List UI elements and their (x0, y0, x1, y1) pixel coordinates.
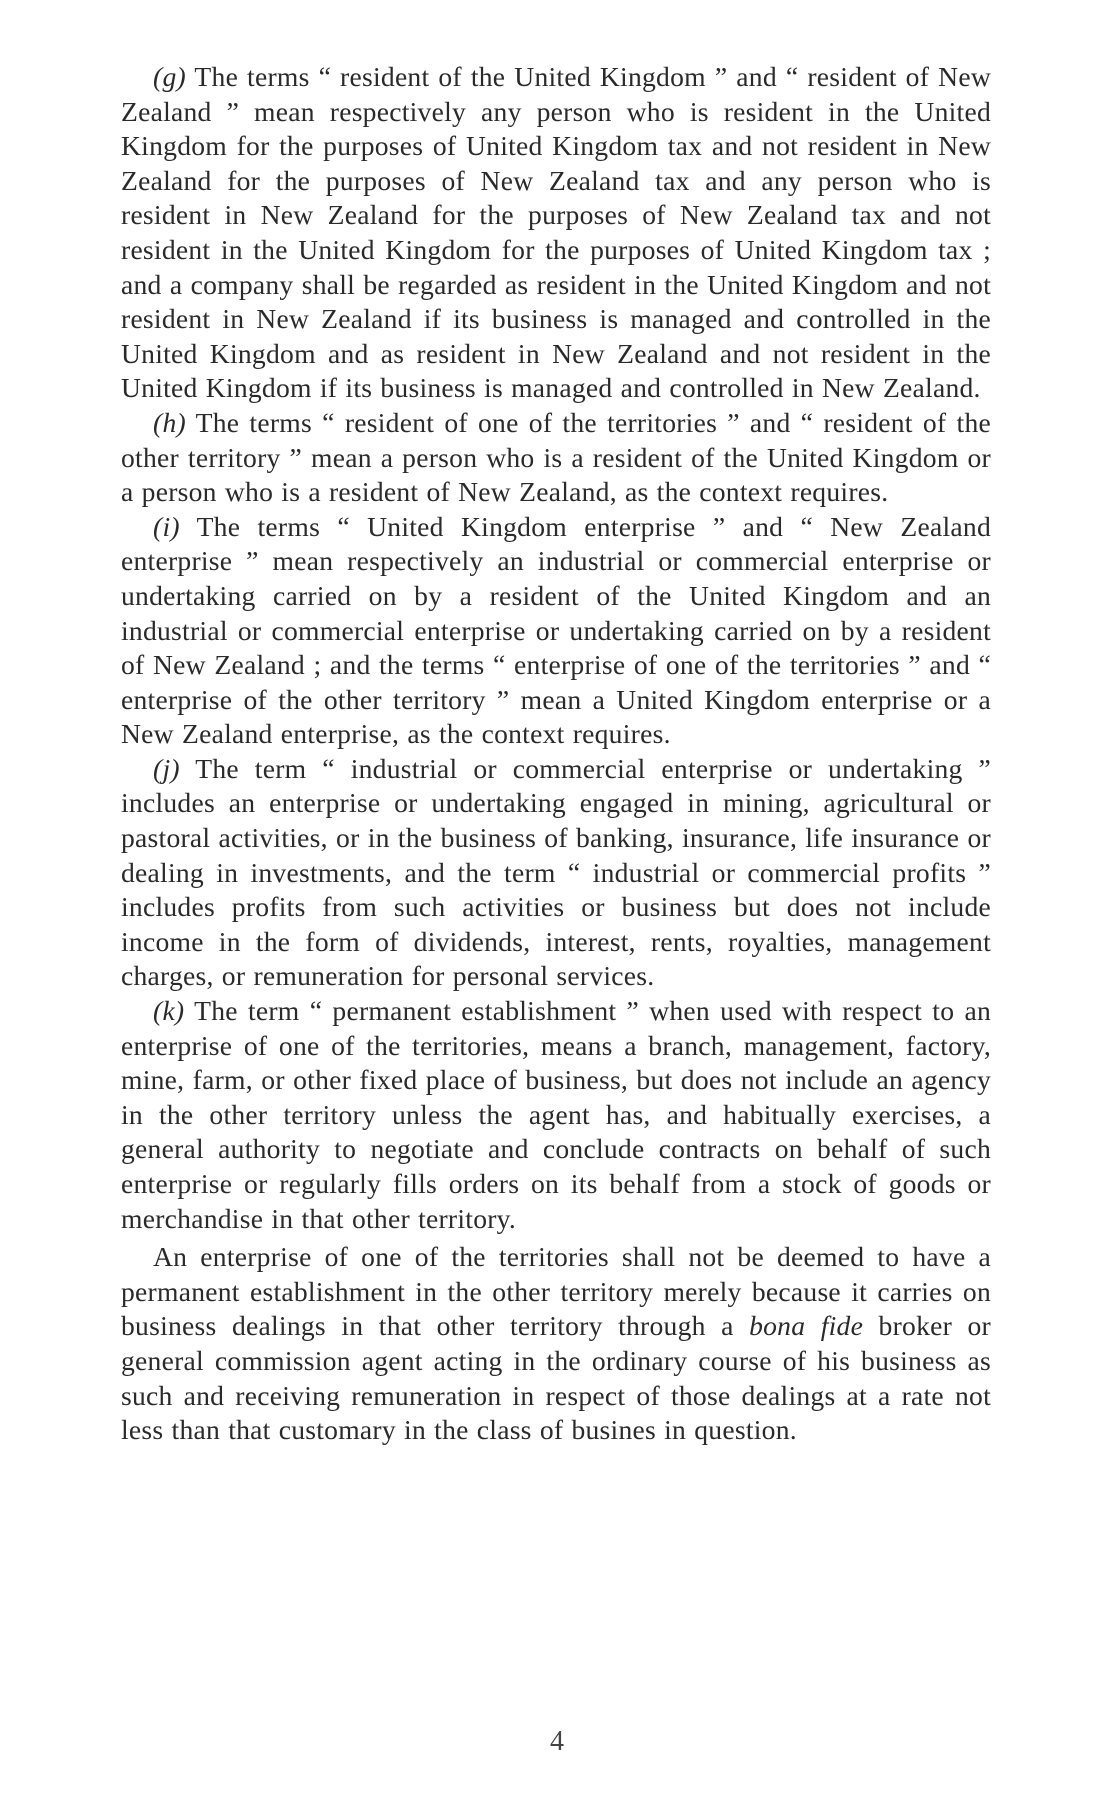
paragraph-text: The terms “ United Kingdom enterprise ” and “ New Zealand enterprise ” mean respectively an industrial or commercial enterprise or undertaking carried on by a resident of the United Kingdom and an industrial or commercial enterprise or undertaking carried on by a resident of New Zealand ; and the terms “ enterprise of one of the territories ” and “ enterprise of the other territory ” mean a United Kingdom enterprise or a New Zealand enterprise, as the context requires. (121, 510, 991, 750)
paragraph-text: The term “ industrial or commercial enterprise or undertaking ” includes an enterprise or undertaking engaged in mining, agricultural or pastoral activities, or in the business of banking, insurance, life insurance or dealing in investments, and the term “ industrial or commercial profits ” includes profits from such activities or business but does not include income in the form of dividends, interest, rents, royalties, management charges, or remuneration for personal services. (121, 752, 991, 992)
document-page (121, 60, 991, 1448)
definition-paragraph-k (121, 994, 991, 1236)
definition-paragraph-g (121, 60, 991, 406)
paragraph-marker: (k) (153, 995, 185, 1027)
paragraph-text: The terms “ resident of the United Kingdom ” and “ resident of New Zealand ” mean respectively any person who is resident in the United Kingdom for the purposes of United Kingdom tax and not resident in New Zealand for the purposes of New Zealand tax and any person who is resident in New Zealand for the purposes of New Zealand tax and not resident in the United Kingdom for the purposes of United Kingdom tax ; and a company shall be regarded as resident in the United Kingdom and not resident in New Zealand if its business is managed and controlled in the United Kingdom and as resident in New Zealand and not resident in the United Kingdom if its business is managed and controlled in New Zealand. (121, 61, 991, 404)
closing-text-after: broker or general commission agent acting in the ordinary course of his business as such and receiving remuneration in respect of those dealings at a rate not less than that customary in the class of busines in question. (121, 1310, 991, 1446)
closing-paragraph (121, 1240, 991, 1448)
paragraph-text: The terms “ resident of one of the territories ” and “ resident of the other territory ” mean a person who is a resident of the United Kingdom or a person who is a resident of New Zealand, as the context requires. (121, 406, 991, 508)
page-number: 4 (550, 1726, 564, 1757)
paragraph-marker: (g) (153, 61, 186, 92)
closing-text-before: An enterprise of one of the territories shall not be deemed to have a permanent establishment in the other territory merely because it carries on business dealings in that other territory through a (121, 1241, 991, 1342)
paragraph-marker: (i) (153, 510, 180, 542)
definition-paragraph-j (121, 752, 991, 994)
paragraph-marker: (h) (153, 406, 186, 438)
definition-paragraph-h (121, 406, 991, 510)
closing-italic-phrase: bona fide (749, 1310, 864, 1342)
paragraph-text: The term “ permanent establishment ” when used with respect to an enterprise of one of the territories, means a branch, management, factory, mine, farm, or other fixed place of business, but does not include an agency in the other territory unless the agent has, and habitually exercises, a general authority to negotiate and conclude contracts on behalf of such enterprise or regularly fills orders on its behalf from a stock of goods or merchandise in that other territory. (121, 995, 991, 1234)
definition-paragraph-i (121, 510, 991, 752)
paragraph-marker: (j) (153, 752, 180, 784)
